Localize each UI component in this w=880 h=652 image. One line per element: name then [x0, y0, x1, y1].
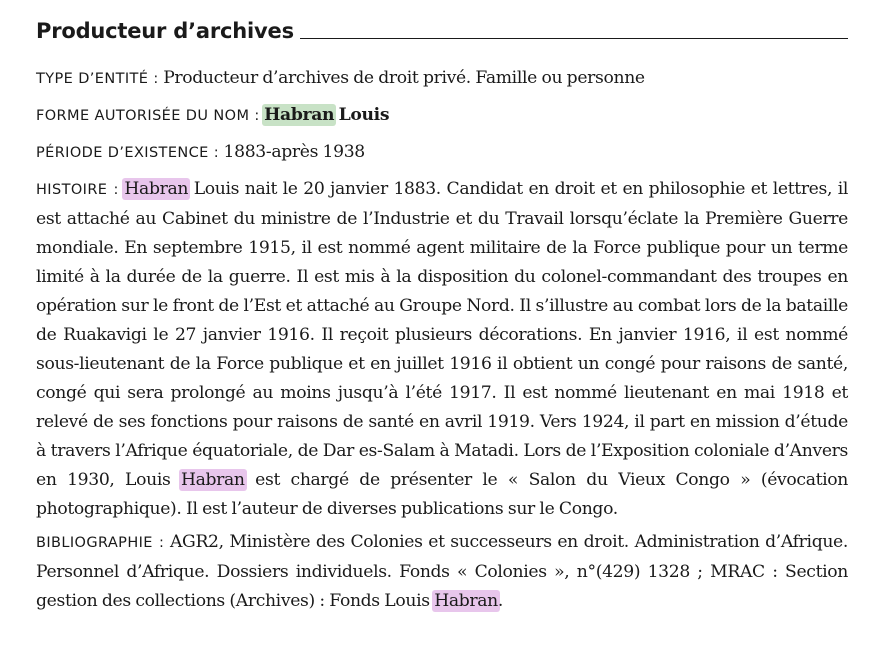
- highlight-habran-3: Habran: [434, 591, 498, 611]
- bibliography-text-1: AGR2, Ministère des Colonies et successeurs en droit. Administration d’Afrique. Personnel d’Afrique. Dossiers individuels. Fonds « Colonies », n°(429) 1328 ; MRAC : Section gestion des collections (Archives) : Fonds Louis: [36, 532, 848, 611]
- section-header: [36, 14, 848, 44]
- field-value-existence-period: 1883-après 1938: [223, 142, 365, 162]
- history-text-1: Louis nait le 20 janvier 1883. Candidat en droit et en philosophie et lettres, il est attaché au Cabinet du ministre de l’Industrie et du Travail lorsqu’éclate la Première Guerre mondiale. En septembre 1915, il est nommé agent militaire de la Force publique pour un terme limité à la durée de la guerre. Il est mis à la disposition du colonel-commandant des troupes en opération sur le front de l’Est et attaché au Groupe Nord. Il s’illustre au combat lors de la bataille de Ruakavigi le 27 janvier 1916. Il reçoit plusieurs décorations. En janvier 1916, il est nommé sous-lieutenant de la Force publique et en juillet 1916 il obtient un congé pour raisons de santé, congé qui sera prolongé au moins jusqu’à l’été 1917. Il est nommé lieutenant en mai 1918 et relevé de ses fonctions pour raisons de santé en avril 1919. Vers 1924, il part en mission d’étude à travers l’Afrique équatoriale, de Dar es-Salam à Matadi. Lors de l’Exposition coloniale d’Anvers en 1930, Louis: [36, 179, 849, 490]
- title-rule: [300, 38, 848, 39]
- highlight-habran-2: Habran: [180, 470, 245, 490]
- field-entity-type: [36, 64, 848, 94]
- highlight-habran-1: Habran: [124, 179, 189, 199]
- field-label-history: HISTOIRE :: [36, 182, 119, 198]
- given-name: Louis: [338, 105, 390, 125]
- section-title: Producteur d’archives: [36, 19, 294, 43]
- bibliography-text-2: .: [497, 591, 504, 611]
- archive-record: [36, 14, 848, 620]
- field-authorized-name: [36, 101, 848, 131]
- field-value-entity-type: Producteur d’archives de droit privé. Famille ou personne: [163, 68, 645, 88]
- field-bibliography: [36, 528, 848, 616]
- field-label-bibliography: BIBLIOGRAPHIE :: [36, 535, 165, 551]
- field-label-authorized-name: FORME AUTORISÉE DU NOM :: [36, 108, 260, 124]
- field-label-existence-period: PÉRIODE D’EXISTENCE :: [36, 145, 220, 161]
- field-history: [36, 175, 848, 524]
- field-existence-period: [36, 138, 848, 168]
- history-text-2: est chargé de présenter le « Salon du Vieux Congo » (évocation photographique). Il est l’auteur de diverses publications sur le Congo.: [36, 470, 849, 519]
- highlight-surname: Habran: [264, 105, 335, 125]
- field-label-entity-type: TYPE D’ENTITÉ :: [36, 71, 159, 87]
